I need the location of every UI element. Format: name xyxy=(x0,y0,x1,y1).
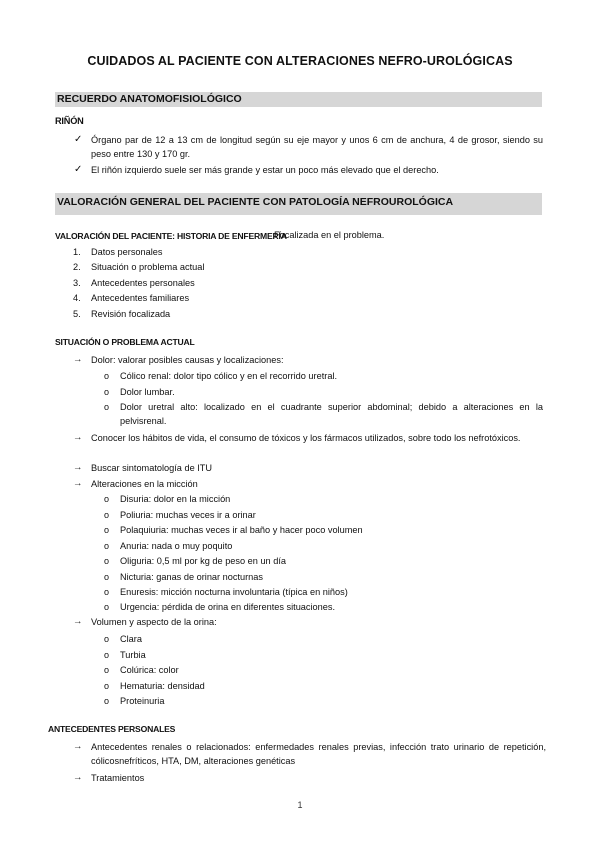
volumen-subitem: Turbia xyxy=(120,650,146,660)
circle-bullet-icon: o xyxy=(104,681,110,691)
circle-bullet-icon: o xyxy=(104,387,110,397)
tratamientos-item: Tratamientos xyxy=(91,773,145,783)
check-icon: ✓ xyxy=(74,164,83,175)
miccion-subitem: Nicturia: ganas de orinar nocturnas xyxy=(120,572,263,582)
list-item: Situación o problema actual xyxy=(91,262,205,272)
arrow-icon: → xyxy=(73,772,83,783)
miccion-subitem: Disuria: dolor en la micción xyxy=(120,494,231,504)
circle-bullet-icon: o xyxy=(104,634,110,644)
volumen-subitem: Clara xyxy=(120,634,142,644)
section-heading-valoracion: VALORACIÓN GENERAL DEL PACIENTE CON PATOLOGÍA NEFROUROLÓGICA xyxy=(55,193,542,215)
circle-bullet-icon: o xyxy=(104,525,110,535)
miccion-subitem: Poliuria: muchas veces ir a orinar xyxy=(120,510,256,520)
section-heading-anatomy: RECUERDO ANATOMOFISIOLÓGICO xyxy=(55,92,542,107)
antecedentes-renales-item: Antecedentes renales o relacionados: enfermedades renales previas, infección trato urinario de repetición, cólicosnefríticos, HTA, DM, alteraciones genéticas xyxy=(91,742,546,766)
miccion-subitem: Polaquiuria: muchas veces ir al baño y hacer poco volumen xyxy=(120,525,363,535)
history-text: Focalizada en el problema. xyxy=(274,230,385,240)
miccion-item: Alteraciones en la micción xyxy=(91,479,198,489)
subheading-rinon: RIÑÓN xyxy=(55,116,84,126)
circle-bullet-icon: o xyxy=(104,371,110,381)
dolor-subitem: Dolor uretral alto: localizado en el cuadrante superior abdominal; debido a alteraciones en la pelvisrenal. xyxy=(120,402,543,426)
volumen-subitem: Colúrica: color xyxy=(120,665,179,675)
volumen-subitem: Hematuria: densidad xyxy=(120,681,205,691)
arrow-icon: → xyxy=(73,354,83,365)
list-item: Datos personales xyxy=(91,247,163,257)
situation-heading: SITUACIÓN O PROBLEMA ACTUAL xyxy=(55,337,195,347)
page-number: 1 xyxy=(297,800,303,810)
circle-bullet-icon: o xyxy=(104,587,110,597)
miccion-subitem: Enuresis: micción nocturna involuntaria (típica en niños) xyxy=(120,587,348,597)
list-item: Antecedentes personales xyxy=(91,278,195,288)
circle-bullet-icon: o xyxy=(104,665,110,675)
antecedentes-heading: ANTECEDENTES PERSONALES xyxy=(48,724,176,734)
list-number: 3. xyxy=(73,278,81,288)
dolor-item: Dolor: valorar posibles causas y localizaciones: xyxy=(91,355,284,365)
arrow-icon: → xyxy=(73,478,83,489)
list-number: 5. xyxy=(73,309,81,319)
volumen-subitem: Proteinuria xyxy=(120,696,165,706)
history-label: VALORACIÓN DEL PACIENTE: HISTORIA DE ENFERMERÍA xyxy=(55,231,287,241)
itu-item: Buscar sintomatología de ITU xyxy=(91,463,213,473)
circle-bullet-icon: o xyxy=(104,556,110,566)
circle-bullet-icon: o xyxy=(104,572,110,582)
list-item: Antecedentes familiares xyxy=(91,293,190,303)
miccion-subitem: Oliguria: 0,5 ml por kg de peso en un día xyxy=(120,556,286,566)
list-item: Revisión focalizada xyxy=(91,309,171,319)
dolor-subitem: Cólico renal: dolor tipo cólico y en el recorrido uretral. xyxy=(120,371,338,381)
dolor-subitem: Dolor lumbar. xyxy=(120,387,175,397)
circle-bullet-icon: o xyxy=(104,602,110,612)
arrow-icon: → xyxy=(73,432,83,443)
list-number: 1. xyxy=(73,247,81,257)
circle-bullet-icon: o xyxy=(104,696,110,706)
miccion-subitem: Urgencia: pérdida de orina en diferentes situaciones. xyxy=(120,602,336,612)
arrow-icon: → xyxy=(73,462,83,473)
miccion-subitem: Anuria: nada o muy poquito xyxy=(120,541,233,551)
circle-bullet-icon: o xyxy=(104,650,110,660)
list-number: 4. xyxy=(73,293,81,303)
document-title: CUIDADOS AL PACIENTE CON ALTERACIONES NEFRO-UROLÓGICAS xyxy=(87,54,513,68)
habitos-item: Conocer los hábitos de vida, el consumo de tóxicos y los fármacos utilizados, sobre todo los nefrotóxicos. xyxy=(91,433,521,443)
arrow-icon: → xyxy=(73,616,83,627)
circle-bullet-icon: o xyxy=(104,402,110,412)
circle-bullet-icon: o xyxy=(104,494,110,504)
arrow-icon: → xyxy=(73,741,83,752)
volumen-item: Volumen y aspecto de la orina: xyxy=(91,617,217,627)
circle-bullet-icon: o xyxy=(104,541,110,551)
circle-bullet-icon: o xyxy=(104,510,110,520)
bullet-rinon-1: Órgano par de 12 a 13 cm de longitud según su eje mayor y unos 6 cm de anchura, 4 de grosor, siendo su peso entre 130 y 170 gr. xyxy=(91,135,543,159)
check-icon: ✓ xyxy=(74,134,83,145)
list-number: 2. xyxy=(73,262,81,272)
bullet-rinon-2: El riñón izquierdo suele ser más grande y estar un poco más elevado que el derecho. xyxy=(91,165,439,175)
